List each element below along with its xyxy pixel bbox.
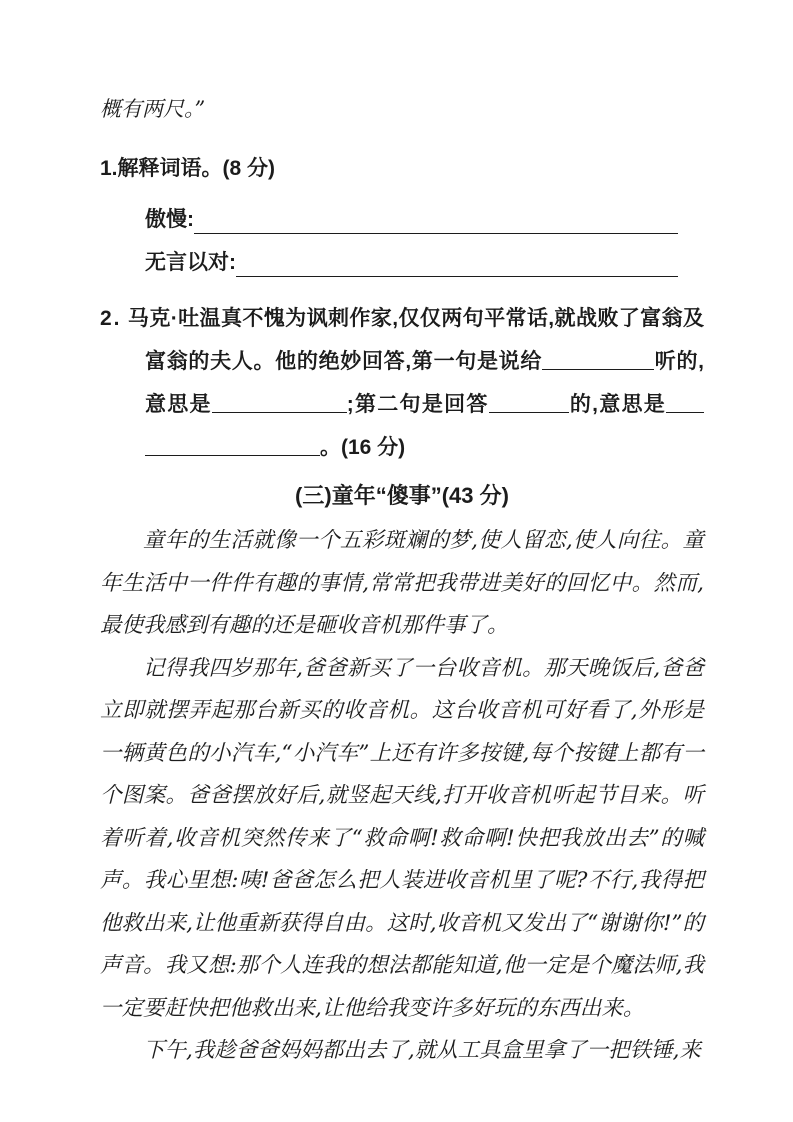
question2-number: 2. xyxy=(100,307,122,330)
question1-item-wuyanyidui xyxy=(145,249,678,277)
passage-continuation-line: 概有两尺。” xyxy=(100,97,206,121)
answer-blank xyxy=(542,349,654,370)
passage-paragraph: 记得我四岁那年,爸爸新买了一台收音机。那天晚饭后,爸爸立即就摆弄起那台新买的收音机。这台收音机可好看了,外形是一辆黄色的小汽车,“小汽车”上还有许多按键,每个按键上都有一个图案。爸爸摆放好后,就竖起天线,打开收音机听起节目来。听着听着,收音机突然传来了“救命啊!救命啊!快把我放出去”的喊声。我心里想:咦!爸爸怎么把人装进收音机里了呢?不行,我得把他救出来,让他重新获得自由。这时,收音机又发出了“谢谢你!”的声音。我又想:那个人连我的想法都能知道,他一定是个魔法师,我一定要赶快把他救出来,让他给我变许多好玩的东西出来。 xyxy=(100,655,704,1021)
answer-blank xyxy=(489,392,569,413)
question2-text-segment: ;第二句是回答 xyxy=(346,393,489,416)
page-content xyxy=(100,0,704,1073)
blank-label: 无言以对: xyxy=(145,251,236,274)
answer-blank xyxy=(666,392,704,413)
passage-paragraph: 童年的生活就像一个五彩斑斓的梦,使人留恋,使人向往。童年生活中一件件有趣的事情,常常把我带进美好的回忆中。然而,最使我感到有趣的还是砸收音机那件事了。 xyxy=(100,528,704,638)
section-title: (三)童年“傻事”(43 分) xyxy=(295,483,509,508)
question2-text-segment: 马克·吐温真不愧为讽刺作家,仅仅两句平常话,就战败了富翁及富翁的夫人。他的绝妙回答,第一句是说给 xyxy=(127,307,704,373)
answer-blank xyxy=(212,392,347,413)
answer-blank xyxy=(145,435,320,456)
question1-item-aoman xyxy=(145,206,678,234)
question2-text-segment: 听的,意思是 xyxy=(145,350,704,416)
question2-paragraph xyxy=(100,297,704,469)
question2-text-segment: 。(16 分) xyxy=(320,436,406,459)
answer-blank xyxy=(236,250,678,277)
question2-text-segment: 的,意思是 xyxy=(568,393,666,416)
blank-label: 傲慢: xyxy=(145,208,194,231)
passage-paragraph: 下午,我趁爸爸妈妈都出去了,就从工具盒里拿了一把铁锤,来 xyxy=(143,1038,702,1063)
question1-heading: 1.解释词语。(8 分) xyxy=(100,157,276,180)
reading-passage xyxy=(100,520,704,1073)
answer-blank xyxy=(194,207,678,234)
